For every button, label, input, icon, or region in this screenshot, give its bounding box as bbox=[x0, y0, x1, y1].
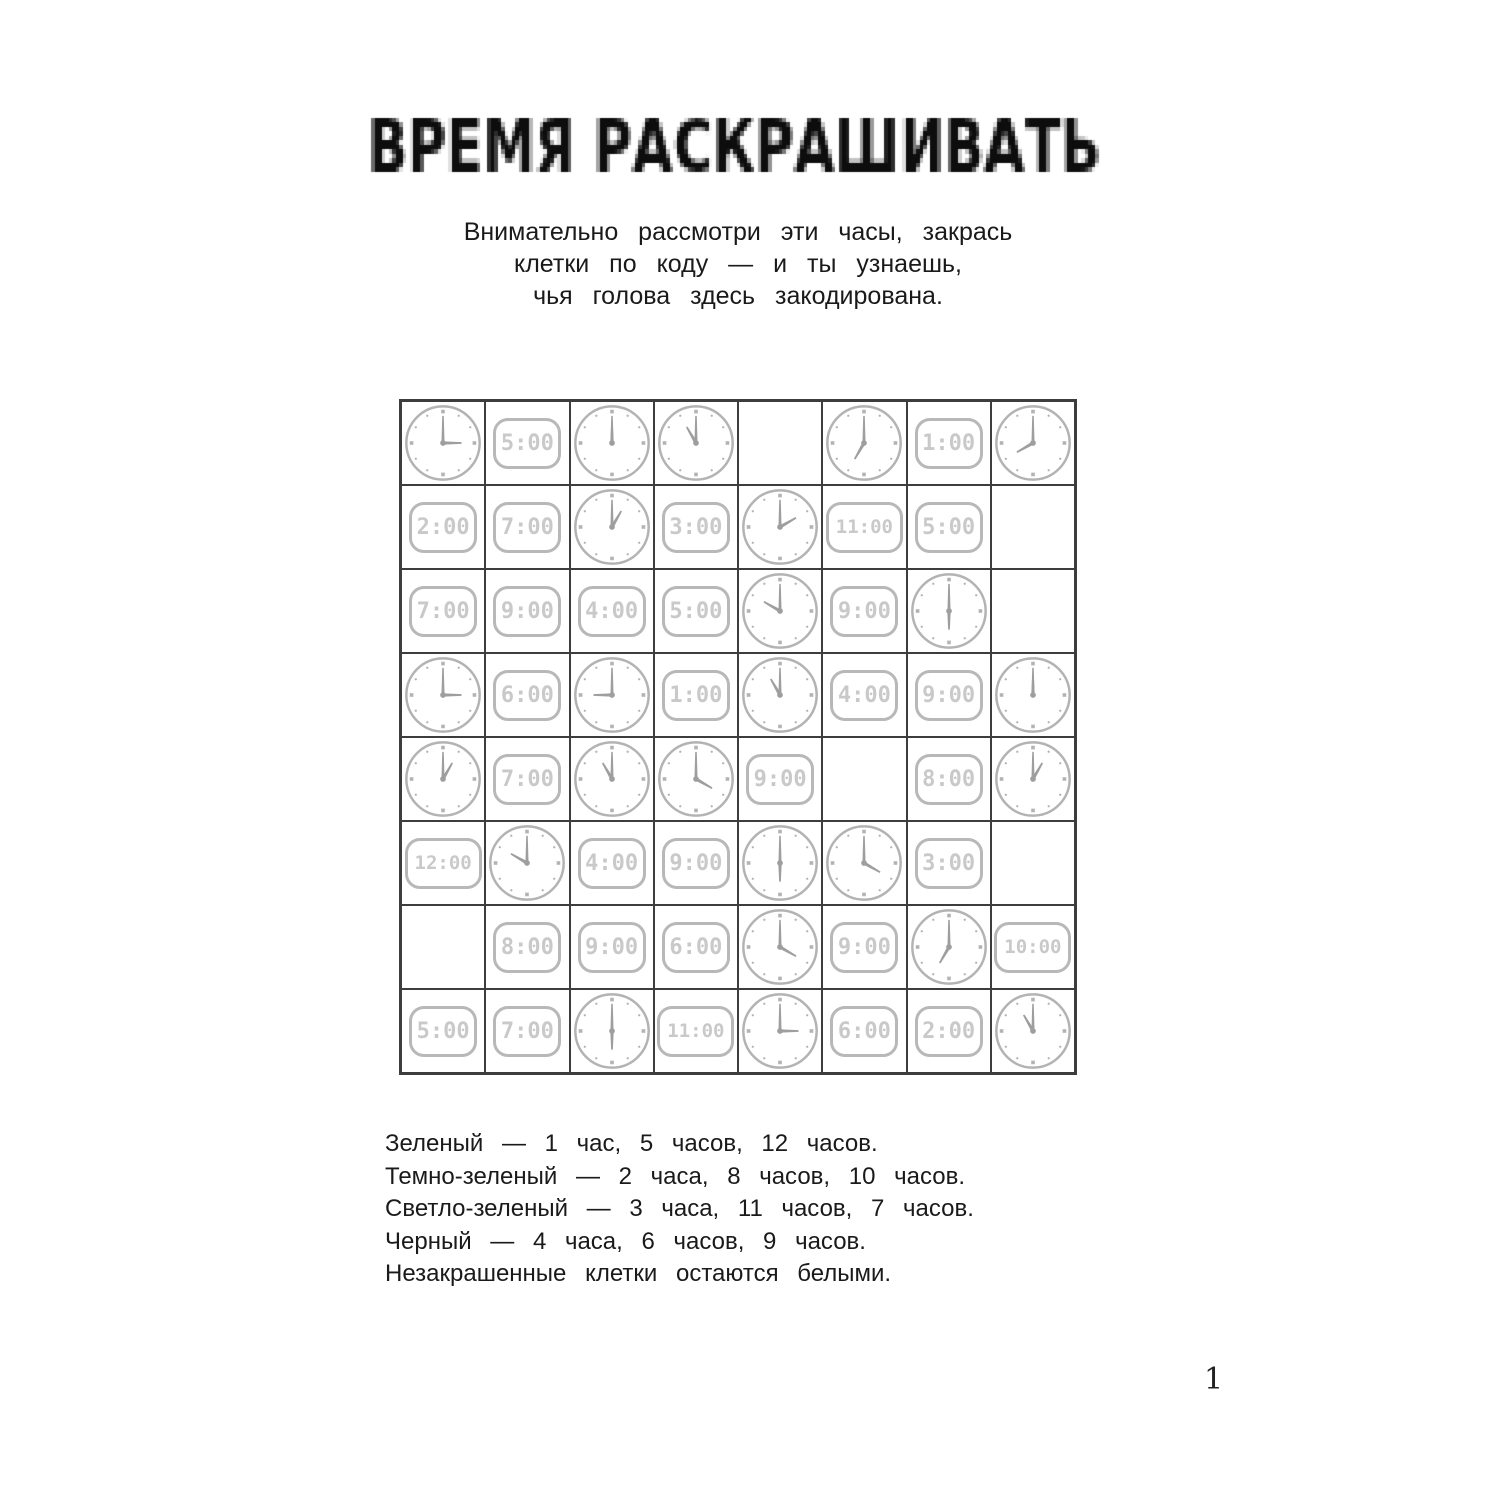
digital-clock: 3:00 bbox=[915, 838, 983, 889]
grid-cell-r8c1 bbox=[402, 990, 484, 1072]
digital-clock: 9:00 bbox=[493, 586, 561, 637]
digital-clock: 9:00 bbox=[830, 922, 898, 973]
grid-cell-r4c8 bbox=[992, 654, 1074, 736]
grid-cell-r6c5 bbox=[739, 822, 821, 904]
grid-cell-r1c4 bbox=[655, 402, 737, 484]
grid-cell-r1c7 bbox=[908, 402, 990, 484]
grid-cell-r7c8 bbox=[992, 906, 1074, 988]
grid-cell-r7c4 bbox=[655, 906, 737, 988]
analog-clock bbox=[740, 991, 820, 1071]
instruction-line: клетки по коду — и ты узнаешь, bbox=[514, 250, 962, 278]
legend-line-green: Зеленый — 1 час, 5 часов, 12 часов. bbox=[385, 1130, 878, 1157]
analog-clock bbox=[824, 403, 904, 483]
digital-clock: 11:00 bbox=[657, 1006, 734, 1057]
digital-clock: 7:00 bbox=[493, 1006, 561, 1057]
grid-cell-r8c3 bbox=[571, 990, 653, 1072]
grid-cell-r7c3 bbox=[571, 906, 653, 988]
grid-cell-r2c2 bbox=[486, 486, 568, 568]
digital-clock: 2:00 bbox=[409, 502, 477, 553]
digital-clock: 6:00 bbox=[493, 670, 561, 721]
analog-clock bbox=[487, 823, 567, 903]
digital-clock: 1:00 bbox=[662, 670, 730, 721]
analog-clock bbox=[740, 571, 820, 651]
grid-cell-r8c7 bbox=[908, 990, 990, 1072]
digital-clock: 11:00 bbox=[826, 502, 903, 553]
digital-clock: 9:00 bbox=[830, 586, 898, 637]
page-title-pixel-text bbox=[345, 104, 1125, 196]
digital-clock: 7:00 bbox=[493, 754, 561, 805]
grid-cell-r5c6 bbox=[823, 738, 905, 820]
grid-cell-r7c7 bbox=[908, 906, 990, 988]
clock-grid bbox=[399, 399, 1077, 1075]
grid-cell-r4c1 bbox=[402, 654, 484, 736]
digital-clock: 5:00 bbox=[493, 418, 561, 469]
grid-cell-r1c6 bbox=[823, 402, 905, 484]
analog-clock bbox=[572, 403, 652, 483]
digital-clock: 4:00 bbox=[578, 586, 646, 637]
analog-clock bbox=[740, 823, 820, 903]
analog-clock bbox=[740, 907, 820, 987]
grid-cell-r6c1 bbox=[402, 822, 484, 904]
grid-cell-r2c7 bbox=[908, 486, 990, 568]
analog-clock bbox=[993, 655, 1073, 735]
grid-cell-r6c8 bbox=[992, 822, 1074, 904]
digital-clock: 5:00 bbox=[409, 1006, 477, 1057]
analog-clock bbox=[740, 487, 820, 567]
grid-cell-r8c5 bbox=[739, 990, 821, 1072]
analog-clock bbox=[572, 655, 652, 735]
color-code-legend bbox=[385, 1128, 1095, 1291]
analog-clock bbox=[909, 571, 989, 651]
digital-clock: 4:00 bbox=[578, 838, 646, 889]
analog-clock bbox=[403, 655, 483, 735]
grid-cell-r4c6 bbox=[823, 654, 905, 736]
digital-clock: 8:00 bbox=[493, 922, 561, 973]
grid-cell-r3c8 bbox=[992, 570, 1074, 652]
digital-clock: 9:00 bbox=[746, 754, 814, 805]
analog-clock bbox=[993, 991, 1073, 1071]
digital-clock: 2:00 bbox=[915, 1006, 983, 1057]
digital-clock: 5:00 bbox=[662, 586, 730, 637]
grid-cell-r6c3 bbox=[571, 822, 653, 904]
digital-clock: 12:00 bbox=[405, 838, 482, 889]
analog-clock bbox=[993, 739, 1073, 819]
analog-clock bbox=[403, 403, 483, 483]
legend-line-black: Черный — 4 часа, 6 часов, 9 часов. bbox=[385, 1227, 866, 1255]
page-number: 1 bbox=[1204, 1362, 1224, 1397]
grid-cell-r6c4 bbox=[655, 822, 737, 904]
digital-clock: 3:00 bbox=[662, 502, 730, 553]
grid-cell-r7c6 bbox=[823, 906, 905, 988]
grid-cell-r1c3 bbox=[571, 402, 653, 484]
grid-cell-r3c5 bbox=[739, 570, 821, 652]
analog-clock bbox=[656, 739, 736, 819]
grid-cell-r5c8 bbox=[992, 738, 1074, 820]
grid-cell-r5c5 bbox=[739, 738, 821, 820]
grid-cell-r6c7 bbox=[908, 822, 990, 904]
grid-cell-r8c4 bbox=[655, 990, 737, 1072]
instruction-text bbox=[395, 216, 1081, 312]
grid-cell-r2c5 bbox=[739, 486, 821, 568]
digital-clock: 1:00 bbox=[915, 418, 983, 469]
grid-cell-r4c2 bbox=[486, 654, 568, 736]
digital-clock: 10:00 bbox=[994, 922, 1071, 973]
grid-cell-r2c4 bbox=[655, 486, 737, 568]
digital-clock: 7:00 bbox=[409, 586, 477, 637]
grid-cell-r4c4 bbox=[655, 654, 737, 736]
analog-clock bbox=[740, 655, 820, 735]
grid-cell-r8c2 bbox=[486, 990, 568, 1072]
grid-cell-r4c3 bbox=[571, 654, 653, 736]
analog-clock bbox=[824, 823, 904, 903]
grid-cell-r4c5 bbox=[739, 654, 821, 736]
grid-cell-r3c1 bbox=[402, 570, 484, 652]
grid-cell-r1c5 bbox=[739, 402, 821, 484]
digital-clock: 8:00 bbox=[915, 754, 983, 805]
grid-cell-r5c1 bbox=[402, 738, 484, 820]
grid-cell-r3c7 bbox=[908, 570, 990, 652]
grid-cell-r3c4 bbox=[655, 570, 737, 652]
grid-cell-r5c3 bbox=[571, 738, 653, 820]
grid-cell-r5c2 bbox=[486, 738, 568, 820]
digital-clock: 7:00 bbox=[493, 502, 561, 553]
grid-cell-r4c7 bbox=[908, 654, 990, 736]
grid-cell-r2c3 bbox=[571, 486, 653, 568]
digital-clock: 5:00 bbox=[915, 502, 983, 553]
instruction-line: Внимательно рассмотри эти часы, закрась bbox=[463, 218, 1013, 246]
instruction-line: чья голова здесь закодирована. bbox=[533, 282, 943, 310]
grid-cell-r1c2 bbox=[486, 402, 568, 484]
grid-cell-r8c8 bbox=[992, 990, 1074, 1072]
digital-clock: 4:00 bbox=[830, 670, 898, 721]
grid-cell-r5c4 bbox=[655, 738, 737, 820]
digital-clock: 9:00 bbox=[578, 922, 646, 973]
grid-cell-r6c6 bbox=[823, 822, 905, 904]
analog-clock bbox=[572, 739, 652, 819]
analog-clock bbox=[656, 403, 736, 483]
legend-line-light-green: Светло-зеленый — 3 часа, 11 часов, 7 часов. bbox=[385, 1195, 974, 1222]
analog-clock bbox=[403, 739, 483, 819]
grid-cell-r1c1 bbox=[402, 402, 484, 484]
grid-cell-r6c2 bbox=[486, 822, 568, 904]
grid-cell-r2c6 bbox=[823, 486, 905, 568]
digital-clock: 6:00 bbox=[830, 1006, 898, 1057]
grid-cell-r3c2 bbox=[486, 570, 568, 652]
legend-line-white: Незакрашенные клетки остаются белыми. bbox=[385, 1260, 892, 1287]
grid-cell-r8c6 bbox=[823, 990, 905, 1072]
grid-cell-r3c6 bbox=[823, 570, 905, 652]
grid-cell-r7c5 bbox=[739, 906, 821, 988]
grid-cell-r7c2 bbox=[486, 906, 568, 988]
digital-clock: 6:00 bbox=[662, 922, 730, 973]
grid-cell-r2c8 bbox=[992, 486, 1074, 568]
analog-clock bbox=[909, 907, 989, 987]
digital-clock: 9:00 bbox=[915, 670, 983, 721]
analog-clock bbox=[993, 403, 1073, 483]
grid-cell-r7c1 bbox=[402, 906, 484, 988]
grid-cell-r3c3 bbox=[571, 570, 653, 652]
grid-cell-r5c7 bbox=[908, 738, 990, 820]
grid-cell-r1c8 bbox=[992, 402, 1074, 484]
digital-clock: 9:00 bbox=[662, 838, 730, 889]
analog-clock bbox=[572, 487, 652, 567]
legend-line-dark-green: Темно-зеленый — 2 часа, 8 часов, 10 часов. bbox=[385, 1162, 966, 1190]
analog-clock bbox=[572, 991, 652, 1071]
grid-cell-r2c1 bbox=[402, 486, 484, 568]
